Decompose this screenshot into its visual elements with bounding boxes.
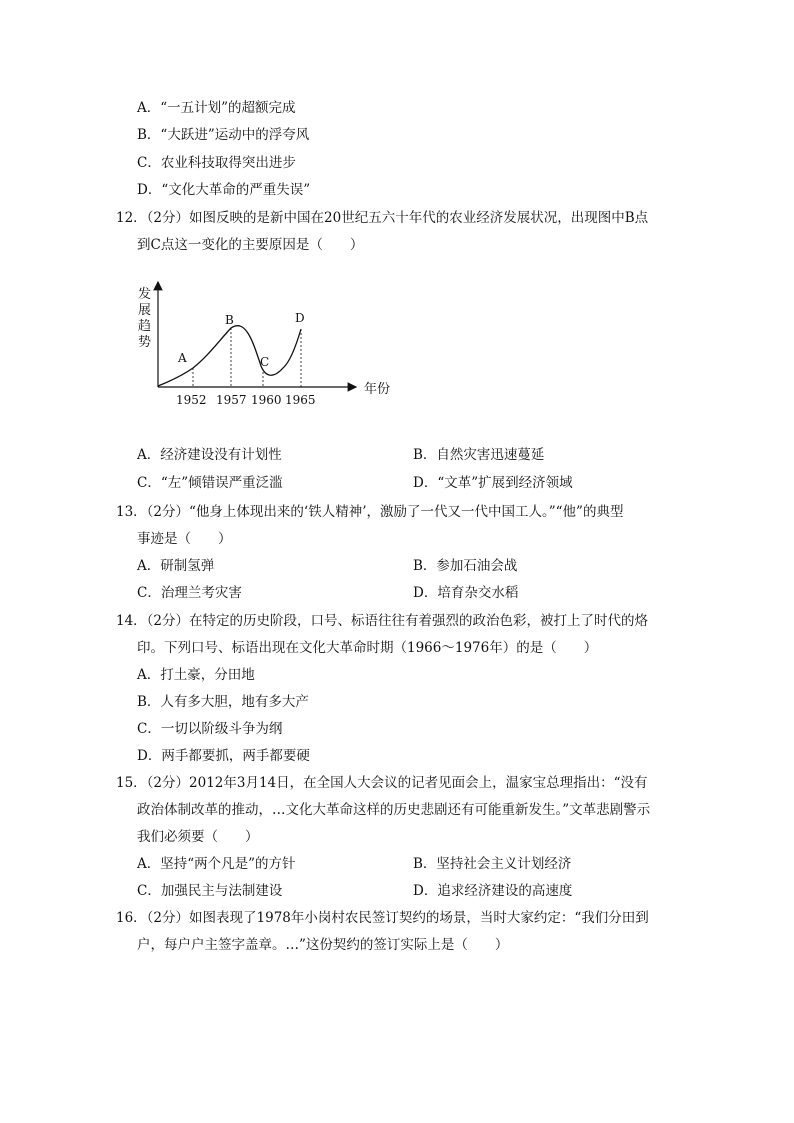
point-label-d: D [295,311,305,325]
q12-stem-line2: 到C点这一变化的主要原因是（ ） [137,237,364,253]
q15-option-d: D．追求经济建设的高速度 [413,883,573,899]
x-tick-1952: 1952 [176,393,207,407]
prev-option-d: D．“文化大革命的严重失误” [137,182,311,198]
q14-option-a: A．打土豪，分田地 [137,667,255,683]
q13-option-c: C．治理兰考灾害 [137,585,242,601]
q14-stem-line1: 14．（2分）在特定的历史阶段，口号、标语往往有着强烈的政治色彩，被打上了时代的烙 [116,613,649,629]
q12-option-a: A．经济建设没有计划性 [137,447,282,463]
prev-option-a: A．“一五计划”的超额完成 [137,100,296,116]
q13-option-a: A．研制氢弹 [137,558,215,574]
q12-option-b: B．自然灾害迅速蔓延 [413,447,545,463]
q14-option-d: D．两手都要抓，两手都要硬 [137,748,310,764]
prev-option-c: C．农业科技取得突出进步 [137,155,296,171]
agri-trend-chart [118,280,418,410]
q12-option-c: C．“左”倾错误严重泛滥 [137,475,283,491]
q14-option-b: B．人有多大胆，地有多大产 [137,694,309,710]
q15-stem-line1: 15．（2分）2012年3月14日，在全国人大会议的记者见面会上，温家宝总理指出：“没有 [116,775,648,791]
q16-stem-line2: 户，每户户主签字盖章。…”这份契约的签订实际上是（ ） [137,937,509,953]
point-label-c: C [260,355,270,369]
x-tick-1960: 1960 [251,393,282,407]
q14-stem-line2: 印。下列口号、标语出现在文化大革命时期（1966～1976年）的是（ ） [137,640,598,656]
x-tick-1957: 1957 [216,393,247,407]
prev-option-b: B．“大跃进”运动中的浮夸风 [137,127,310,143]
point-label-b: B [225,313,234,327]
q15-option-a: A．坚持“两个凡是”的方针 [137,856,296,872]
q12-stem-line1: 12．（2分）如图反映的是新中国在20世纪五六十年代的农业经济发展状况，出现图中B点 [116,210,649,226]
q15-option-c: C．加强民主与法制建设 [137,883,283,899]
q13-option-d: D．培育杂交水稻 [413,585,519,601]
q15-option-b: B．坚持社会主义计划经济 [413,856,572,872]
x-axis-label: 年份 [364,382,391,397]
y-axis-label-char: 势 [138,335,152,350]
q13-stem-line2: 事迹是（ ） [137,531,232,547]
x-tick-1965: 1965 [285,393,316,407]
y-axis-label-char: 展 [138,303,152,318]
y-axis-label-char: 发 [138,287,152,302]
q13-option-b: B．参加石油会战 [413,558,518,574]
q15-stem-line2: 政治体制改革的推动，…文化大革命这样的历史悲剧还有可能重新发生。”文革悲剧警示 [137,802,651,818]
q13-stem-line1: 13．（2分）“他身上体现出来的‘铁人精神’，激励了一代又一代中国工人。”“他”的典型 [116,504,624,520]
q12-option-d: D．“文革”扩展到经济领域 [413,475,573,491]
q14-option-c: C．一切以阶级斗争为纲 [137,721,283,737]
q16-stem-line1: 16．（2分）如图表现了1978年小岗村农民签订契约的场景，当时大家约定：“我们分田到 [116,910,649,926]
q15-stem-line3: 我们必须要（ ） [137,829,259,845]
y-axis-label [138,287,151,350]
point-label-a: A [178,351,187,365]
y-axis-label-char: 趋 [138,319,152,334]
